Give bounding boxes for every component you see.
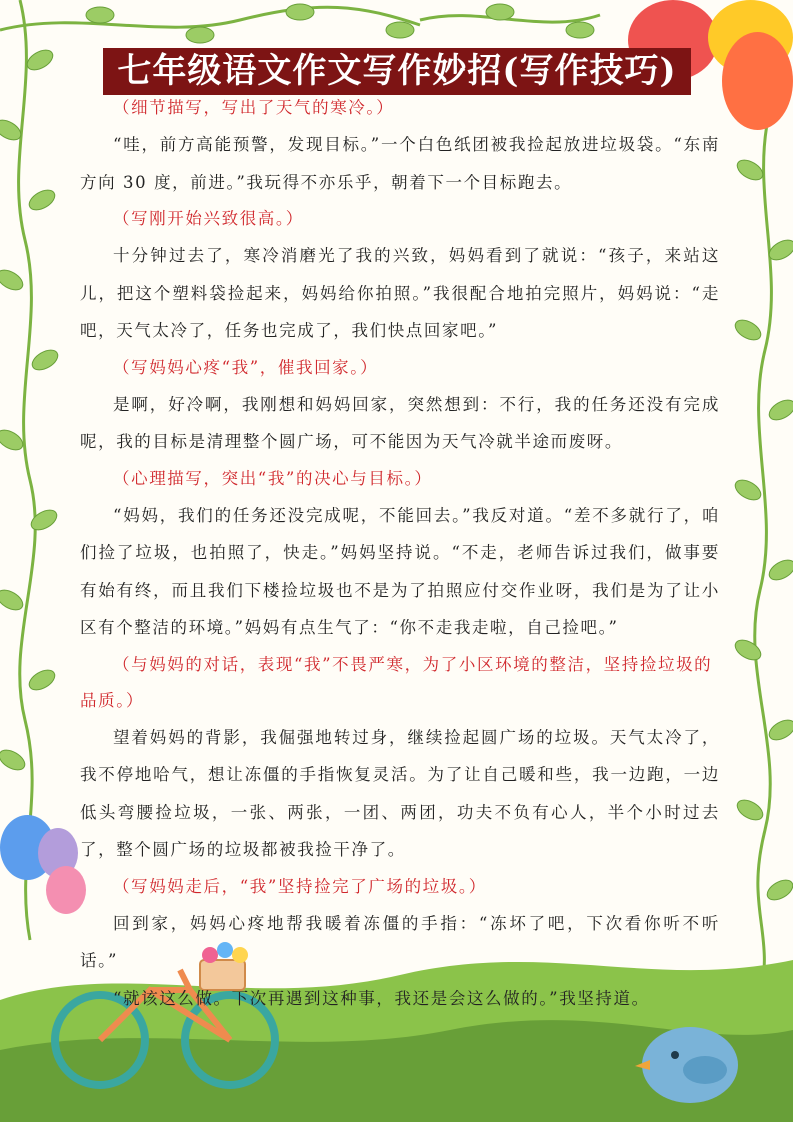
bird-icon — [630, 1010, 750, 1110]
annotation-note: （细节描写，写出了天气的寒冷。） — [113, 98, 395, 117]
page-title: 七年级语文作文写作妙招(写作技巧) — [103, 48, 691, 95]
article-body — [80, 90, 720, 1017]
body-paragraph: “就该这么做。下次再遇到这种事，我还是会这么做的。”我坚持道。 — [113, 988, 650, 1008]
balloon-icon — [722, 32, 793, 130]
annotation-note: （与妈妈的对话，表现“我”不畏严寒，为了小区环境的整洁，坚持捡垃圾的品质。） — [80, 654, 713, 710]
annotation-note: （写妈妈走后，“我”坚持捡完了广场的垃圾。） — [113, 876, 487, 896]
body-paragraph: “哇，前方高能预警，发现目标。”一个白色纸团被我捡起放进垃圾袋。“东南方向 30 度，前进。”我玩得不亦乐乎，朝着下一个目标跑去。 — [80, 135, 720, 192]
body-paragraph: 回到家，妈妈心疼地帮我暖着冻僵的手指：“冻坏了吧，下次看你听不听话。” — [80, 913, 720, 970]
annotation-note: （心理描写，突出“我”的决心与目标。） — [113, 468, 433, 488]
body-paragraph: 是啊，好冷啊，我刚想和妈妈回家，突然想到：不行，我的任务还没有完成呢，我的目标是清理整个圆广场，可不能因为天气冷就半途而废呀。 — [80, 394, 720, 451]
annotation-note: （写妈妈心疼“我”，催我回家。） — [113, 357, 379, 377]
body-paragraph: “妈妈，我们的任务还没完成呢，不能回去。”我反对道。“差不多就行了，咱们捡了垃圾，也拍照了，快走。”妈妈坚持说。“不走，老师告诉过我们，做事要有始有终，而且我们下楼捡垃圾也不是为了拍照应付交作业呀，我们是为了让小区有个整洁的环境。”妈妈有点生气了：“你不走我走啦，自己捡吧。” — [80, 505, 720, 637]
annotation-note: （写刚开始兴致很高。） — [113, 209, 304, 228]
body-paragraph: 望着妈妈的背影，我倔强地转过身，继续捡起圆广场的垃圾。天气太冷了，我不停地哈气，想让冻僵的手指恢复灵活。为了让自己暖和些，我一边跑，一边低头弯腰捡垃圾，一张、两张，一团、两团，功夫不负有心人，半个小时过去了，整个圆广场的垃圾都被我捡干净了。 — [80, 727, 720, 859]
body-paragraph: 十分钟过去了，寒冷消磨光了我的兴致，妈妈看到了就说：“孩子，来站这儿，把这个塑料袋捡起来，妈妈给你拍照。”我很配合地拍完照片，妈妈说：“走吧，天气太冷了，任务也完成了，我们快点回家吧。” — [80, 246, 720, 340]
